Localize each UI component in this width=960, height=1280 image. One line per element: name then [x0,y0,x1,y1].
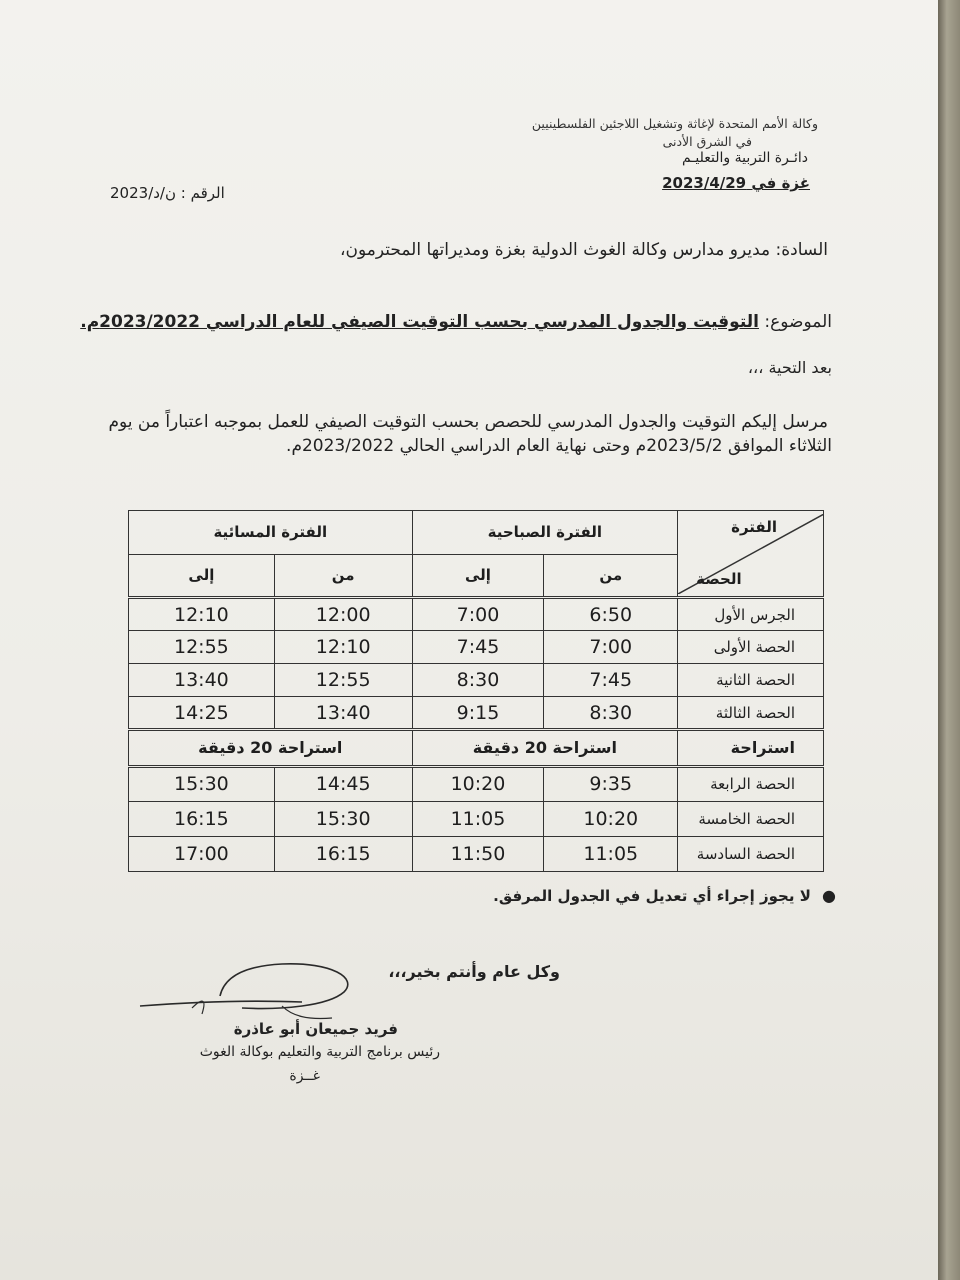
morning-from-time: 9:35 [544,766,678,801]
signatory-name: فريد جميعان أبو عاذرة [233,1020,398,1038]
morning-break: استراحة 20 دقيقة [412,730,678,766]
morning-from-header: من [544,554,678,598]
org-name-line1: وكالة الأمم المتحدة لإغاثة وتشغيل اللاجئين الفلسطينيين [531,116,818,131]
evening-break: استراحة 20 دقيقة [129,730,413,766]
period-name: الحصة الأولى [678,631,824,664]
evening-to-time: 17:00 [129,836,275,871]
morning-to-time: 8:30 [412,664,544,697]
evening-to-time: 13:40 [129,664,275,697]
table-row [129,631,824,664]
table-row [129,801,824,836]
table-row [129,766,824,801]
period-name: الحصة الرابعة [678,766,824,801]
subject-line [80,312,832,332]
morning-from-time: 11:05 [544,836,678,871]
table-header-row [129,511,824,555]
morning-from-time: 8:30 [544,697,678,730]
period-name: الجرس الأول [678,598,824,631]
note-line [493,886,836,905]
evening-to-time: 12:10 [129,598,275,631]
evening-from-time: 12:10 [274,631,412,664]
background-surface [938,0,960,1280]
morning-period-header: الفترة الصباحية [412,511,678,555]
table-row [129,697,824,730]
subject-label: الموضوع: [764,312,832,332]
reference-number: الرقم : ن/د/2023 [110,184,225,202]
letter-date: غزة في 2023/4/29 [662,174,810,192]
closing-line: وكل عام وأنتم بخير،،، [388,962,560,981]
evening-period-header: الفترة المسائية [129,511,413,555]
morning-from-time: 10:20 [544,801,678,836]
signatory-title: رئيس برنامج التربية والتعليم بوكالة الغوث [199,1044,440,1060]
org-name-line2: في الشرق الأدنى [662,134,752,149]
morning-to-time: 11:50 [412,836,544,871]
morning-from-time: 7:00 [544,631,678,664]
morning-to-time: 11:05 [412,801,544,836]
morning-to-time: 7:45 [412,631,544,664]
period-name: الحصة السادسة [678,836,824,871]
department-name: دائـرة التربية والتعليـم [682,150,808,166]
evening-from-time: 16:15 [274,836,412,871]
corner-cell [678,511,824,598]
break-row [129,730,824,766]
morning-to-time: 7:00 [412,598,544,631]
evening-from-time: 14:45 [274,766,412,801]
evening-from-time: 13:40 [274,697,412,730]
greeting: بعد التحية ،،، [747,358,832,377]
signature-scribble-icon [132,958,372,1028]
corner-class-label: الحصة [696,569,742,588]
body-line-1: مرسل إليكم التوقيت والجدول المدرسي للحصص بحسب التوقيت الصيفي للعمل بموجبه اعتباراً من يوم [108,412,828,432]
period-name: الحصة الثالثة [678,697,824,730]
morning-from-time: 6:50 [544,598,678,631]
period-name: الحصة الخامسة [678,801,824,836]
morning-to-time: 10:20 [412,766,544,801]
bullet-icon: ● [810,886,836,905]
period-name: الحصة الثانية [678,664,824,697]
evening-from-header: من [274,554,412,598]
morning-to-time: 9:15 [412,697,544,730]
morning-from-time: 7:45 [544,664,678,697]
body-line-2: الثلاثاء الموافق 2023/5/2م وحتى نهاية العام الدراسي الحالي 2023/2022م. [286,436,832,456]
table-row [129,664,824,697]
note-text: لا يجوز إجراء أي تعديل في الجدول المرفق. [493,887,811,905]
evening-from-time: 12:55 [274,664,412,697]
table-row [129,836,824,871]
subject-text: التوقيت والجدول المدرسي بحسب التوقيت الصيفي للعام الدراسي 2023/2022م. [80,312,759,332]
evening-from-time: 15:30 [274,801,412,836]
morning-to-header: إلى [412,554,544,598]
evening-to-time: 12:55 [129,631,275,664]
evening-to-time: 15:30 [129,766,275,801]
break-label: استراحة [678,730,824,766]
addressee-line: السادة: مديرو مدارس وكالة الغوث الدولية بغزة ومديراتها المحترمون، [340,240,828,260]
corner-period-label: الفترة [731,517,777,536]
evening-to-time: 14:25 [129,697,275,730]
evening-to-header: إلى [129,554,275,598]
signatory-city: غــزة [289,1068,320,1084]
table-row [129,598,824,631]
schedule-table [128,510,824,872]
evening-to-time: 16:15 [129,801,275,836]
evening-from-time: 12:00 [274,598,412,631]
